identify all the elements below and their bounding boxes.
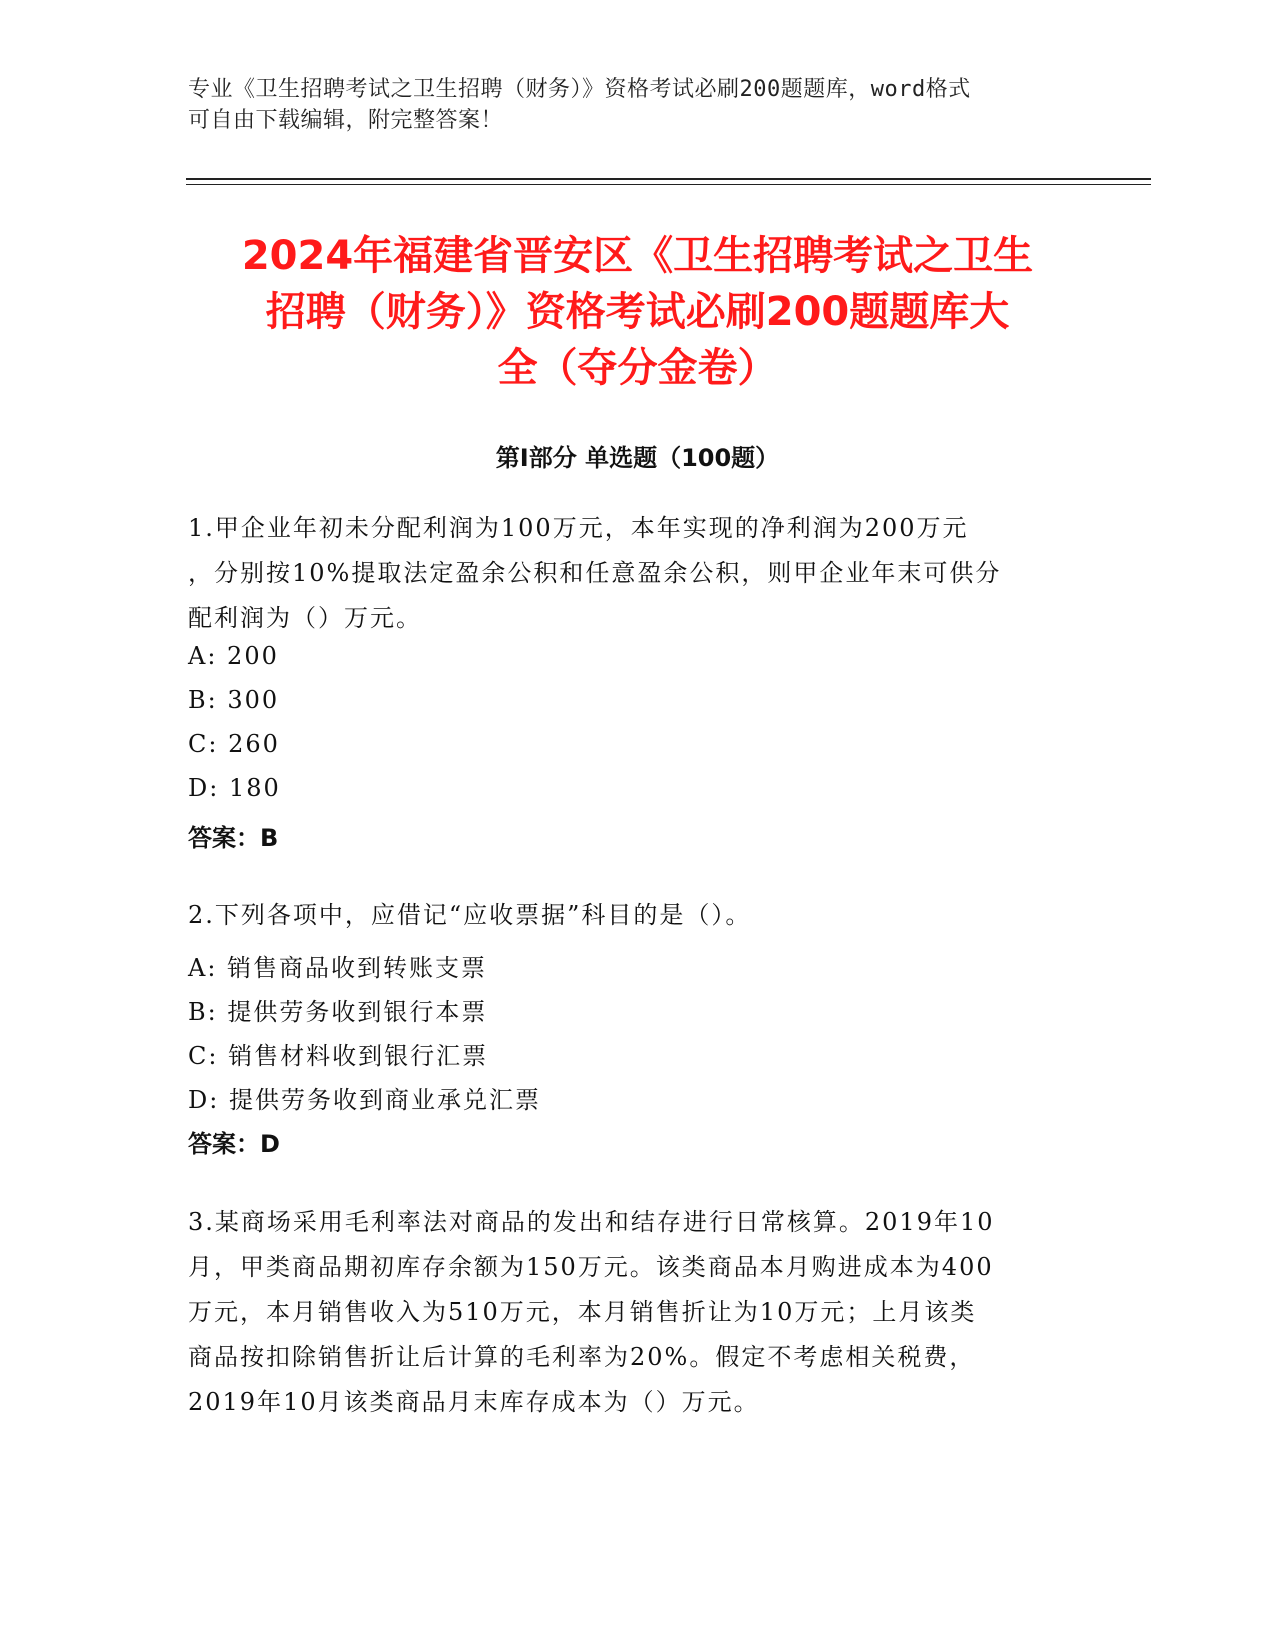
document-title (150, 228, 1125, 396)
header-divider-thin (186, 184, 1151, 185)
question-2-option-c: C: 销售材料收到银行汇票 (188, 1042, 489, 1070)
question-1-option-a: A: 200 (188, 642, 279, 670)
header-note (188, 74, 1088, 136)
title-line: 招聘（财务）》资格考试必刷200题题库大 (265, 289, 1010, 335)
question-line: 1.甲企业年初未分配利润为100万元，本年实现的净利润为200万元 (188, 514, 969, 542)
header-note-line: 可自由下载编辑，附完整答案！ (188, 108, 504, 133)
question-1-text (188, 506, 1001, 641)
question-2-option-d: D: 提供劳务收到商业承兑汇票 (188, 1086, 541, 1114)
question-line: 2019年10月该类商品月末库存成本为（）万元。 (188, 1388, 760, 1416)
question-line: 月，甲类商品期初库存余额为150万元。该类商品本月购进成本为400 (188, 1253, 994, 1281)
question-2-text (188, 893, 751, 938)
question-1-option-d: D: 180 (188, 774, 281, 802)
question-2-answer: 答案：D (188, 1130, 280, 1158)
question-2-option-a: A: 销售商品收到转账支票 (188, 954, 488, 982)
title-line: 2024年福建省晋安区《卫生招聘考试之卫生 (241, 233, 1034, 279)
question-line: 3.某商场采用毛利率法对商品的发出和结存进行日常核算。2019年10 (188, 1208, 995, 1236)
header-divider (186, 178, 1151, 180)
question-line: 配利润为（）万元。 (188, 604, 422, 632)
question-1-option-b: B: 300 (188, 686, 280, 714)
question-1-answer: 答案：B (188, 824, 279, 852)
question-line: 万元，本月销售收入为510万元，本月销售折让为10万元；上月该类 (188, 1298, 977, 1326)
question-line: ，分别按10%提取法定盈余公积和任意盈余公积，则甲企业年末可供分 (188, 559, 1002, 587)
question-3-text (188, 1200, 995, 1425)
question-line: 2.下列各项中，应借记“应收票据”科目的是（）。 (188, 901, 752, 929)
section-heading: 第Ⅰ部分 单选题（100题） (495, 444, 780, 472)
question-line: 商品按扣除销售折让后计算的毛利率为20%。假定不考虑相关税费， (188, 1343, 976, 1371)
header-note-line: 专业《卫生招聘考试之卫生招聘（财务）》资格考试必刷200题题库，word格式 (188, 77, 971, 102)
question-2-option-b: B: 提供劳务收到银行本票 (188, 998, 488, 1026)
question-1-option-c: C: 260 (188, 730, 280, 758)
title-line: 全（夺分金卷） (497, 345, 778, 391)
